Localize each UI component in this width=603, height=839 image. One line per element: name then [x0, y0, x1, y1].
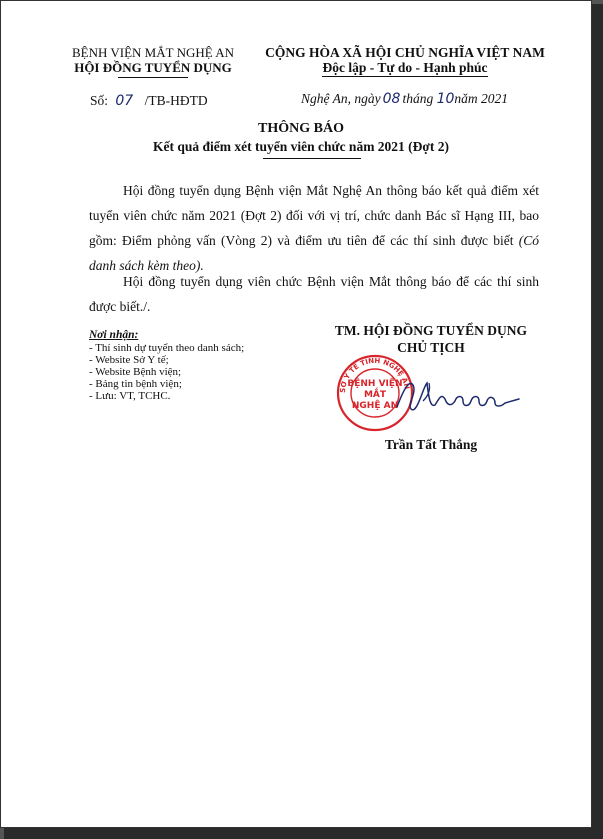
reference-number [90, 93, 208, 109]
seal-ring-text: SỞ Y TẾ TỈNH NGHỆ AN [338, 356, 411, 394]
page-shadow-bottom [4, 828, 603, 839]
date-year: năm 2021 [454, 91, 509, 106]
seal-center-line2: MẮT [363, 390, 387, 400]
recipients-heading: Nơi nhận: [89, 329, 139, 341]
signature-title: TM. HỘI ĐỒNG TUYỂN DỤNG [334, 323, 528, 338]
document-date [301, 91, 508, 107]
recipient-item: - Thí sinh dự tuyển theo danh sách; [89, 342, 245, 354]
org-header [53, 45, 253, 78]
body-paragraph-2: Hội đồng tuyển dụng viên chức Bệnh viện Mắt thông báo để các thí sinh được biết./. [89, 274, 539, 314]
document-title: THÔNG BÁO [258, 121, 344, 136]
org-line1: BỆNH VIỆN MẮT NGHỆ AN [71, 45, 235, 60]
nation-line2 [259, 60, 551, 76]
handwritten-signature [393, 371, 533, 421]
document-subtitle: Kết quả điểm xét tuyển viên chức năm 2021 (Đợt 2) [152, 139, 450, 154]
title-underline [263, 158, 361, 159]
date-month-label: tháng [402, 91, 434, 106]
signer-name: Trần Tất Thắng [384, 437, 478, 452]
nation-header [259, 45, 551, 76]
date-place: Nghệ An, ngày [301, 91, 381, 106]
motto: Độc lập - Tự do - Hạnh phúc [322, 60, 488, 75]
nation-line1: CỘNG HÒA XÃ HỘI CHỦ NGHĨA VIỆT NAM [265, 45, 545, 60]
paragraph-1-note: (Có danh sách kèm theo). [89, 233, 540, 273]
paragraph-1-text: Hội đồng tuyển dụng Bệnh viện Mắt Nghệ An thông báo kết quả điểm xét tuyển viên chức năm 2021 (Đợt 2) đối với vị trí, chức danh Bác sĩ Hạng III, bao gồm: Điểm phỏng vấn (Vòng 2) và điểm ưu tiên để các thí sinh được biết [89, 183, 539, 248]
recipients-block [89, 329, 244, 402]
recipient-item: - Website Sở Y tế; [89, 354, 169, 366]
org-underline [118, 77, 188, 78]
seal-center-line1: BỆNH VIỆN [347, 379, 403, 389]
recipient-item: - Website Bệnh viện; [89, 366, 182, 378]
org-line2: HỘI ĐỒNG TUYỂN DỤNG [74, 60, 232, 75]
ref-suffix: /TB-HĐTD [144, 93, 208, 108]
page-shadow-right [592, 4, 603, 839]
date-day: 08 [382, 91, 401, 107]
ref-prefix: Số: [90, 93, 109, 108]
seal-center-line3: NGHỆ AN [351, 401, 399, 411]
recipient-item: - Bảng tin bệnh viện; [89, 378, 182, 390]
date-month: 10 [436, 91, 455, 107]
ref-number: 07 [115, 93, 134, 109]
body-paragraph-1 [89, 178, 539, 278]
recipient-item: - Lưu: VT, TCHC. [89, 390, 171, 402]
signature-role: CHỦ TỊCH [397, 340, 465, 355]
